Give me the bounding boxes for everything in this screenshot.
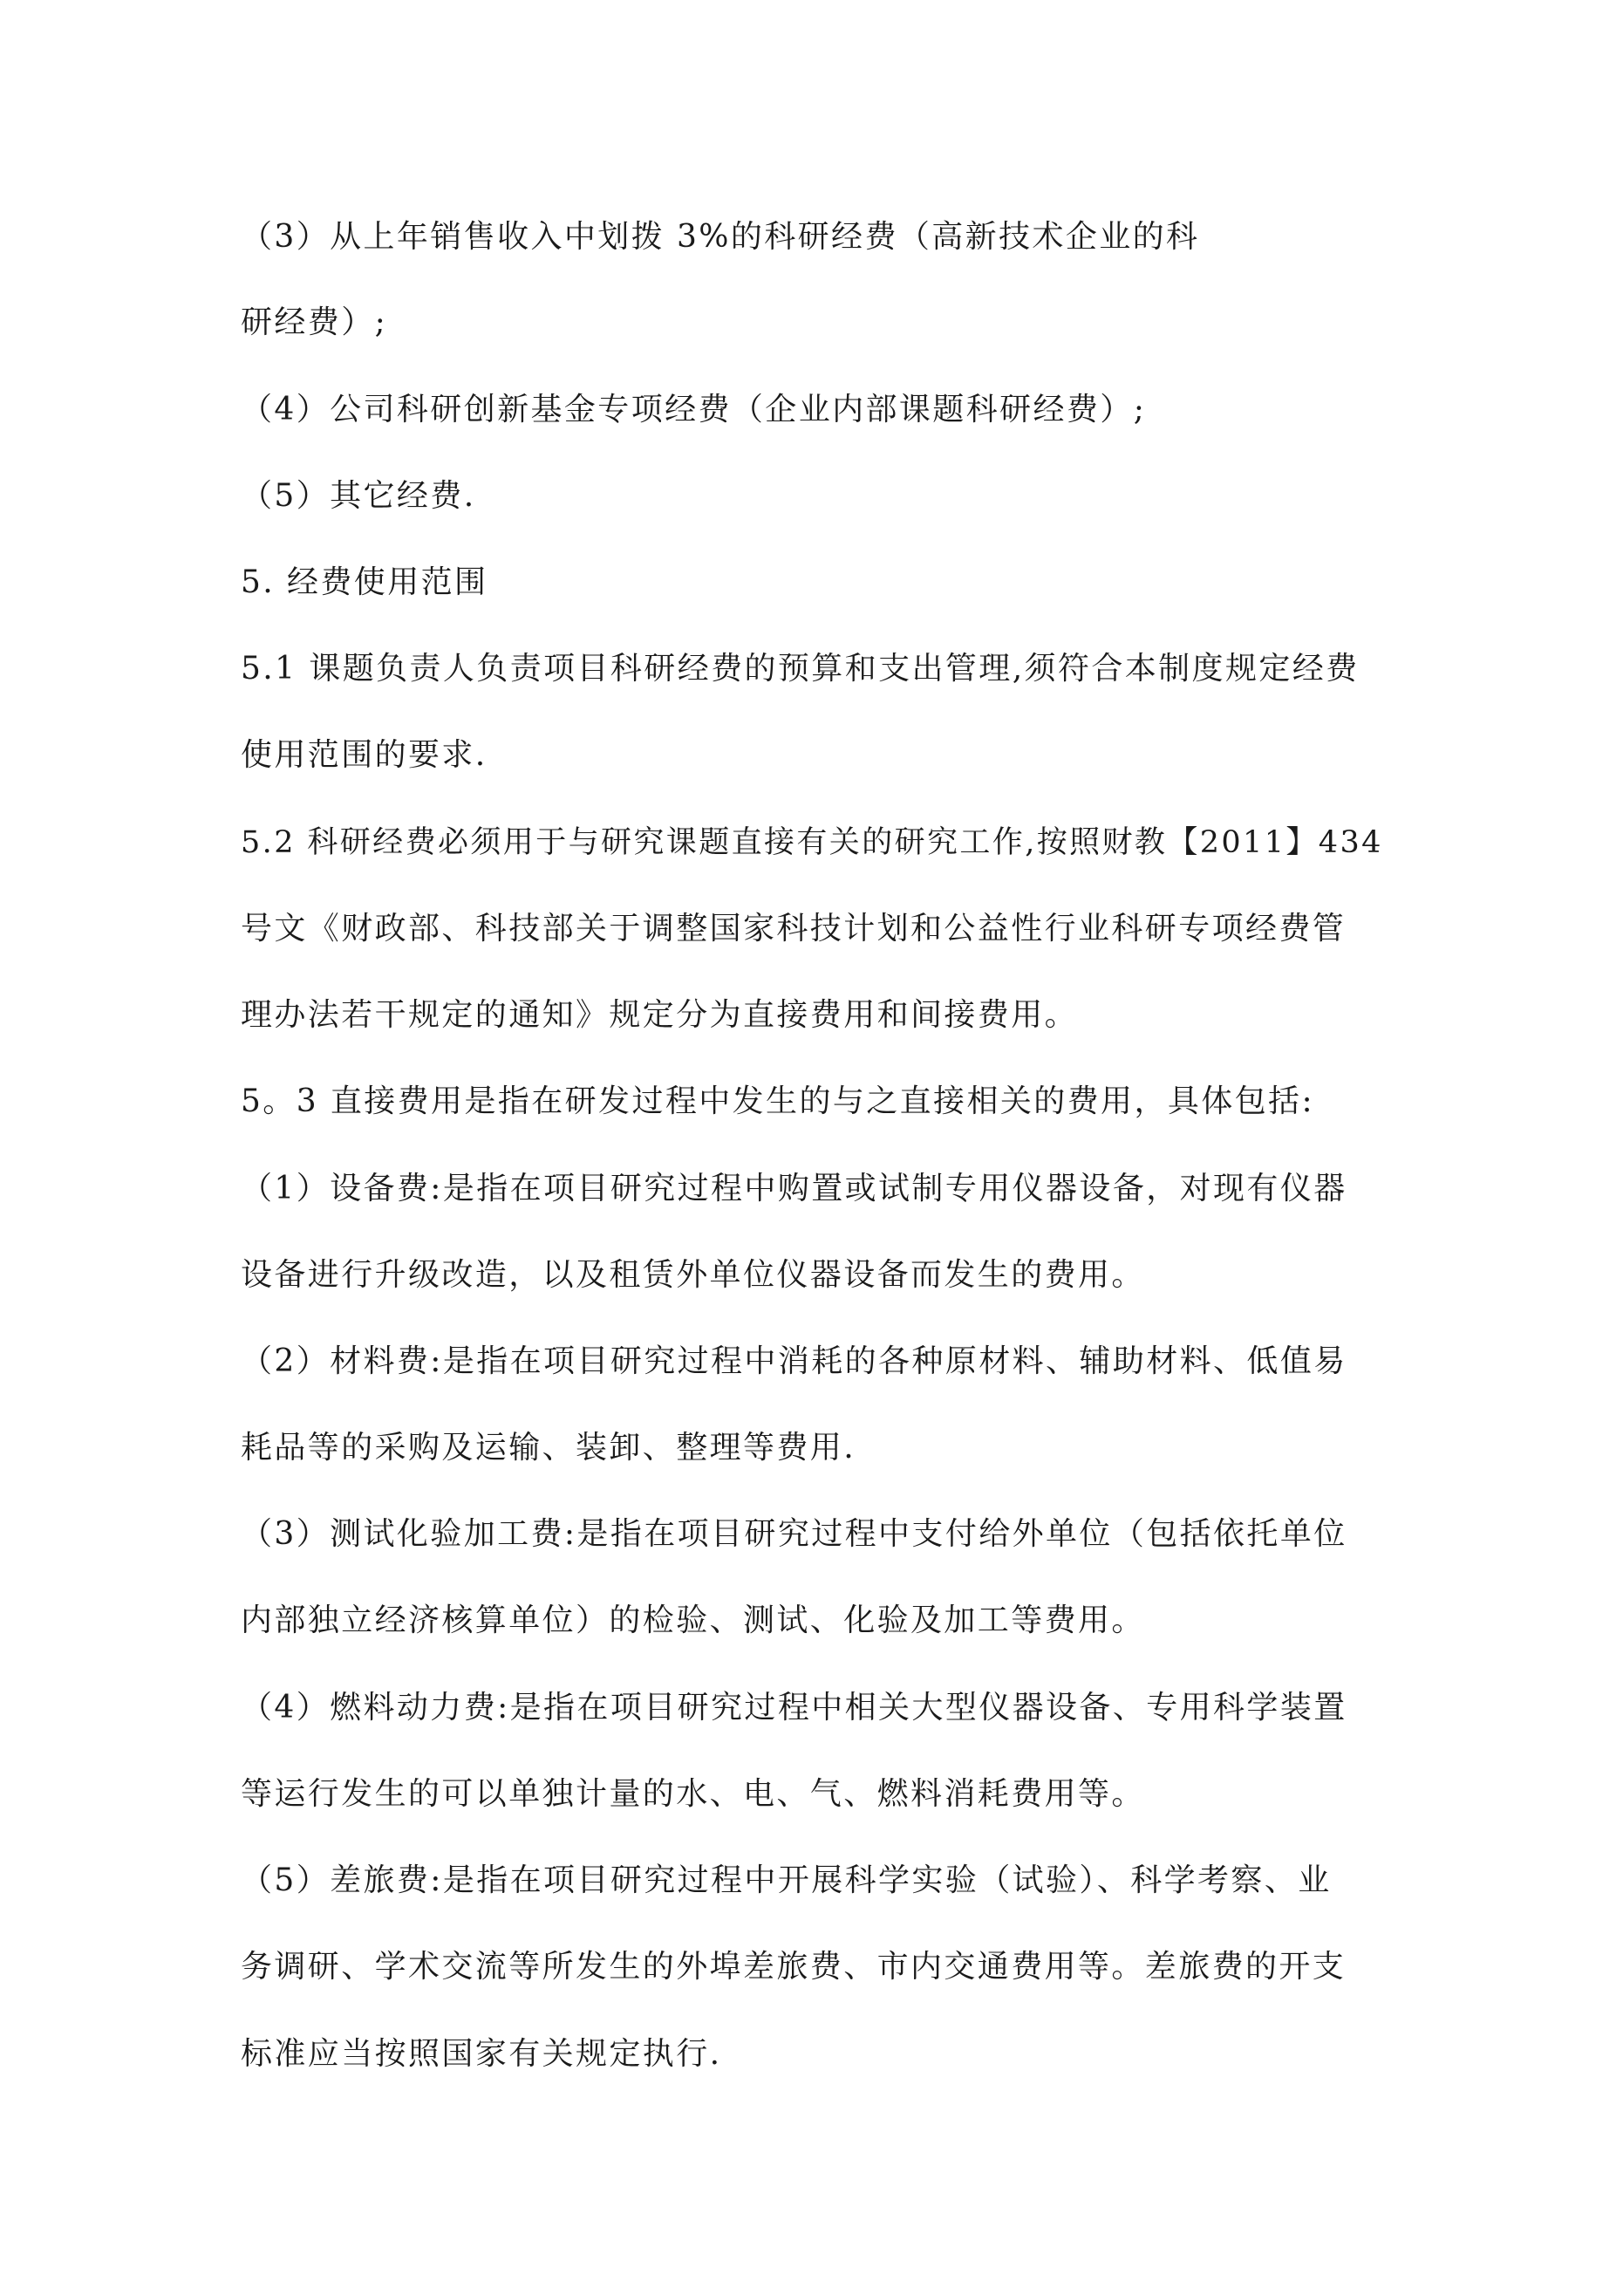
text-line: 内部独立经济核算单位）的检验、测试、化验及加工等费用。 [241, 1602, 1145, 1638]
text-line: 使用范围的要求. [241, 737, 488, 773]
text-line: 理办法若干规定的通知》规定分为直接费用和间接费用。 [241, 997, 1079, 1033]
section-heading: 5. 经费使用范围 [241, 564, 488, 600]
text-line: （3）从上年销售收入中划拨 3%的科研经费（高新技术企业的科 [241, 219, 1200, 255]
text-line: （5）其它经费. [241, 478, 476, 514]
text-line: （2）材料费:是指在项目研究过程中消耗的各种原材料、辅助材料、低值易 [241, 1343, 1347, 1379]
text-line: 号文《财政部、科技部关于调整国家科技计划和公益性行业科研专项经费管 [241, 911, 1347, 946]
text-line: 5.1 课题负责人负责项目科研经费的预算和支出管理,须符合本制度规定经费 [241, 651, 1360, 687]
text-line: （1）设备费:是指在项目研究过程中购置或试制专用仪器设备，对现有仪器 [241, 1171, 1347, 1206]
text-line: 耗品等的采购及运输、装卸、整理等费用. [241, 1430, 856, 1466]
text-line: （4）公司科研创新基金专项经费（企业内部课题科研经费）; [241, 392, 1147, 427]
text-line: 务调研、学术交流等所发生的外埠差旅费、市内交通费用等。差旅费的开支 [241, 1949, 1347, 1985]
text-line: 研经费）; [241, 304, 388, 340]
text-line: 5。3 直接费用是指在研发过程中发生的与之直接相关的费用，具体包括: [241, 1083, 1314, 1119]
text-line: （3）测试化验加工费:是指在项目研究过程中支付给外单位（包括依托单位 [241, 1516, 1347, 1552]
text-line: （4）燃料动力费:是指在项目研究过程中相关大型仪器设备、专用科学装置 [241, 1690, 1347, 1725]
text-line: 5.2 科研经费必须用于与研究课题直接有关的研究工作,按照财教【2011】434 [241, 825, 1383, 860]
text-line: 设备进行升级改造，以及租赁外单位仪器设备而发生的费用。 [241, 1257, 1145, 1293]
text-line: 等运行发生的可以单独计量的水、电、气、燃料消耗费用等。 [241, 1776, 1145, 1812]
text-line: 标准应当按照国家有关规定执行. [241, 2036, 722, 2072]
text-line: （5）差旅费:是指在项目研究过程中开展科学实验（试验）、科学考察、业 [241, 1862, 1332, 1898]
